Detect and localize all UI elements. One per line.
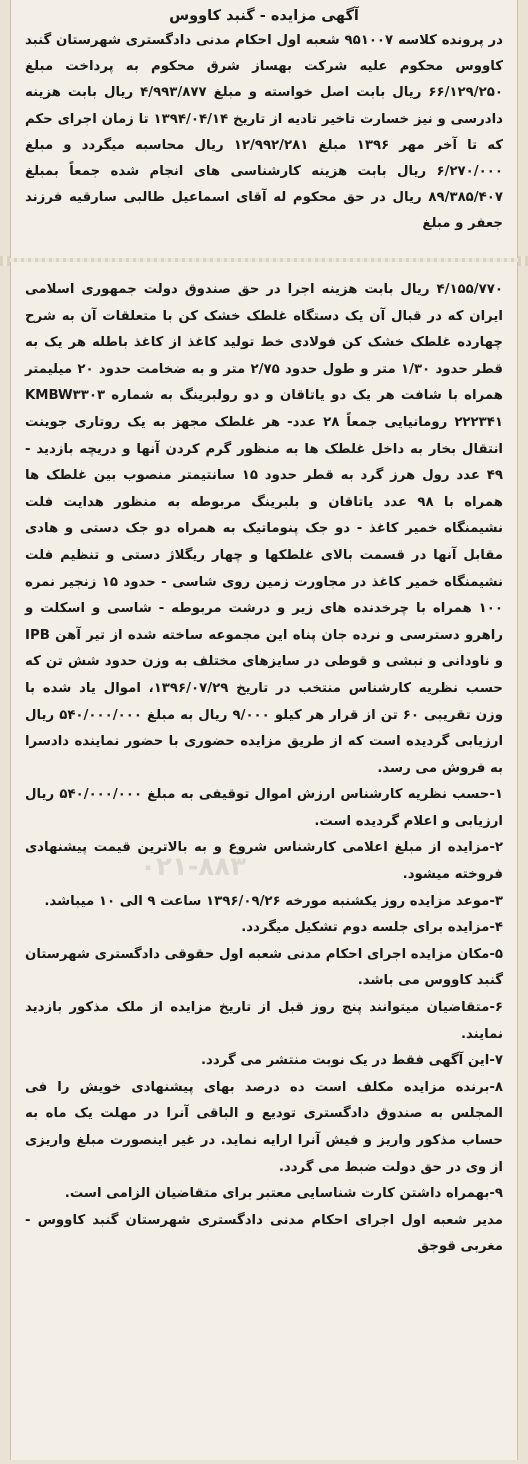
- notice-body-paragraph: ۴/۱۵۵/۷۷۰ ریال بابت هزینه اجرا در حق صندوق دولت جمهوری اسلامی ایران که در قبال آن یک دستگاه غلطک خشک کن با متعلقات آن به شرح چهارده غلطک خشک کن فولادی خط تولید کاغذ از کاغذ باطله هر یک به قطر حدود ۱/۳۰ متر و طول حدود ۲/۷۵ متر و به ضخامت حدود ۲۰ میلیمتر همراه با شافت هر یک دو یاتاقان و دو رولبرینگ به شماره KMBW۳۳۰۳ ۲۲۲۳۴۱ رومانیایی جمعاً ۲۸ عدد- هر غلطک مجهز به یک روتاری جوینت انتقال بخار به داخل غلطک ها به منظور گرم کردن آنها و دریچه بازدید - ۴۹ عدد رول هرز گرد به قطر حدود ۱۵ سانتیمتر منصوب بین غلطک ها همراه با ۹۸ عدد یاتاقان و بلبرینگ مربوطه به منظور هدایت فلت نشیمنگاه خمیر کاغذ - دو جک پنوماتیک به همراه دو جک دستی و هادی مقابل آنها در قسمت بالای غلطکها و چهار ریگلاژ دستی و تنظیم فلت نشیمنگاه خمیر کاغذ در مجاورت زمین روی شاسی - حدود ۱۵ زنجیر نمره ۱۰۰ همراه با چرخدنده های زیر و درشت مربوطه - شاسی و اسکلت و راهرو دسترسی و نرده جان پناه این مجموعه ساخته شده از تیر آهن IPB و ناودانی و نبشی و قوطی در سایزهای مختلف به وزن حدود شش تن که حسب نظریه کارشناس منتخب در تاریخ ۱۳۹۶/۰۷/۲۹، اموال یاد شده با وزن تقریبی ۶۰ تن از قرار هر کیلو ۹/۰۰۰ ریال به مبلغ ۵۴۰/۰۰۰/۰۰۰ ریال ارزیابی گردیده است که از طریق مزایده حضوری با حضور نماینده دادسرا به فروش می رسد.: [25, 282, 504, 776]
- condition-item-6: ۶-متقاضیان میتوانند پنج روز قبل از تاریخ مزایده از ملک مذکور بازدید نمایند.: [25, 1000, 503, 1042]
- condition-item-2: ۲-مزایده از مبلغ اعلامی کارشناس شروع و به بالاترین قیمت پیشنهادی فروخته میشود.: [25, 840, 503, 883]
- notice-clipping-top: [10, 0, 518, 258]
- condition-item-4: ۴-مزایده برای جلسه دوم تشکیل میگردد.: [241, 920, 503, 936]
- condition-item-7: ۷-این آگهی فقط در یک نوبت منتشر می گردد.: [201, 1053, 503, 1069]
- condition-item-1: ۱-حسب نظریه کارشناس ارزش اموال توقیفی به مبلغ ۵۴۰/۰۰۰/۰۰۰ ریال ارزیابی و اعلام گردیده است.: [25, 787, 503, 829]
- phone-watermark: ۰۲۱-۸۸۳: [140, 852, 247, 882]
- notice-clipping-bottom: [10, 262, 518, 1460]
- condition-item-8: ۸-برنده مزایده مکلف است ده درصد بهای پیشنهادی خویش را فی المجلس به صندوق دادگستری تودیع و الباقی آنرا در مهلت یک ماه به حساب مذکور واریز و فیش آنرا ارایه نماید. در غیر اینصورت مبلغ واریزی از وی در حق دولت ضبط می گردد.: [25, 1079, 503, 1175]
- notice-intro-paragraph: در پرونده کلاسه ۹۵۱۰۰۷ شعبه اول احکام مدنی دادگستری شهرستان گنبد کاووس محکوم علیه شرکت بهساز شرق محکوم به پرداخت مبلغ ۶۶/۱۲۹/۲۵۰ ریال بابت اصل خواسته و مبلغ ۴/۹۹۳/۸۷۷ ریال بابت هزینه دادرسی و نیز خسارت تاخیر تادیه از تاریخ ۱۳۹۴/۰۴/۱۴ تا زمان اجرای حکم که تا آخر مهر ۱۳۹۶ مبلغ ۱۲/۹۹۲/۲۸۱ ریال محاسبه میگردد و مبلغ ۶/۲۷۰/۰۰۰ ریال بابت هزینه کارشناسی های انجام شده جمعاً بمبلغ ۸۹/۳۸۵/۴۰۷ ریال در حق محکوم له آقای اسماعیل طالبی سارقیه فرزند جعفر و مبلغ: [25, 33, 504, 232]
- condition-item-5: ۵-مکان مزایده اجرای احکام مدنی شعبه اول حقوقی دادگستری شهرستان گنبد کاووس می باشد.: [25, 946, 503, 989]
- condition-item-9: ۹-بهمراه داشتن کارت شناسایی معتبر برای متقاضیان الزامی است.: [64, 1186, 503, 1202]
- condition-item-3: ۳-موعد مزایده روز یکشنبه مورخه ۱۳۹۶/۰۹/۲۶ ساعت ۹ الی ۱۰ میباشد.: [44, 893, 503, 909]
- notice-title: آگهی مزایده - گنبد کاووس: [169, 8, 359, 24]
- conditions-list: [11, 782, 517, 1208]
- notice-signature: مدیر شعبه اول اجرای احکام مدنی دادگستری شهرستان گنبد کاووس - مغربی قوجق: [25, 1212, 503, 1255]
